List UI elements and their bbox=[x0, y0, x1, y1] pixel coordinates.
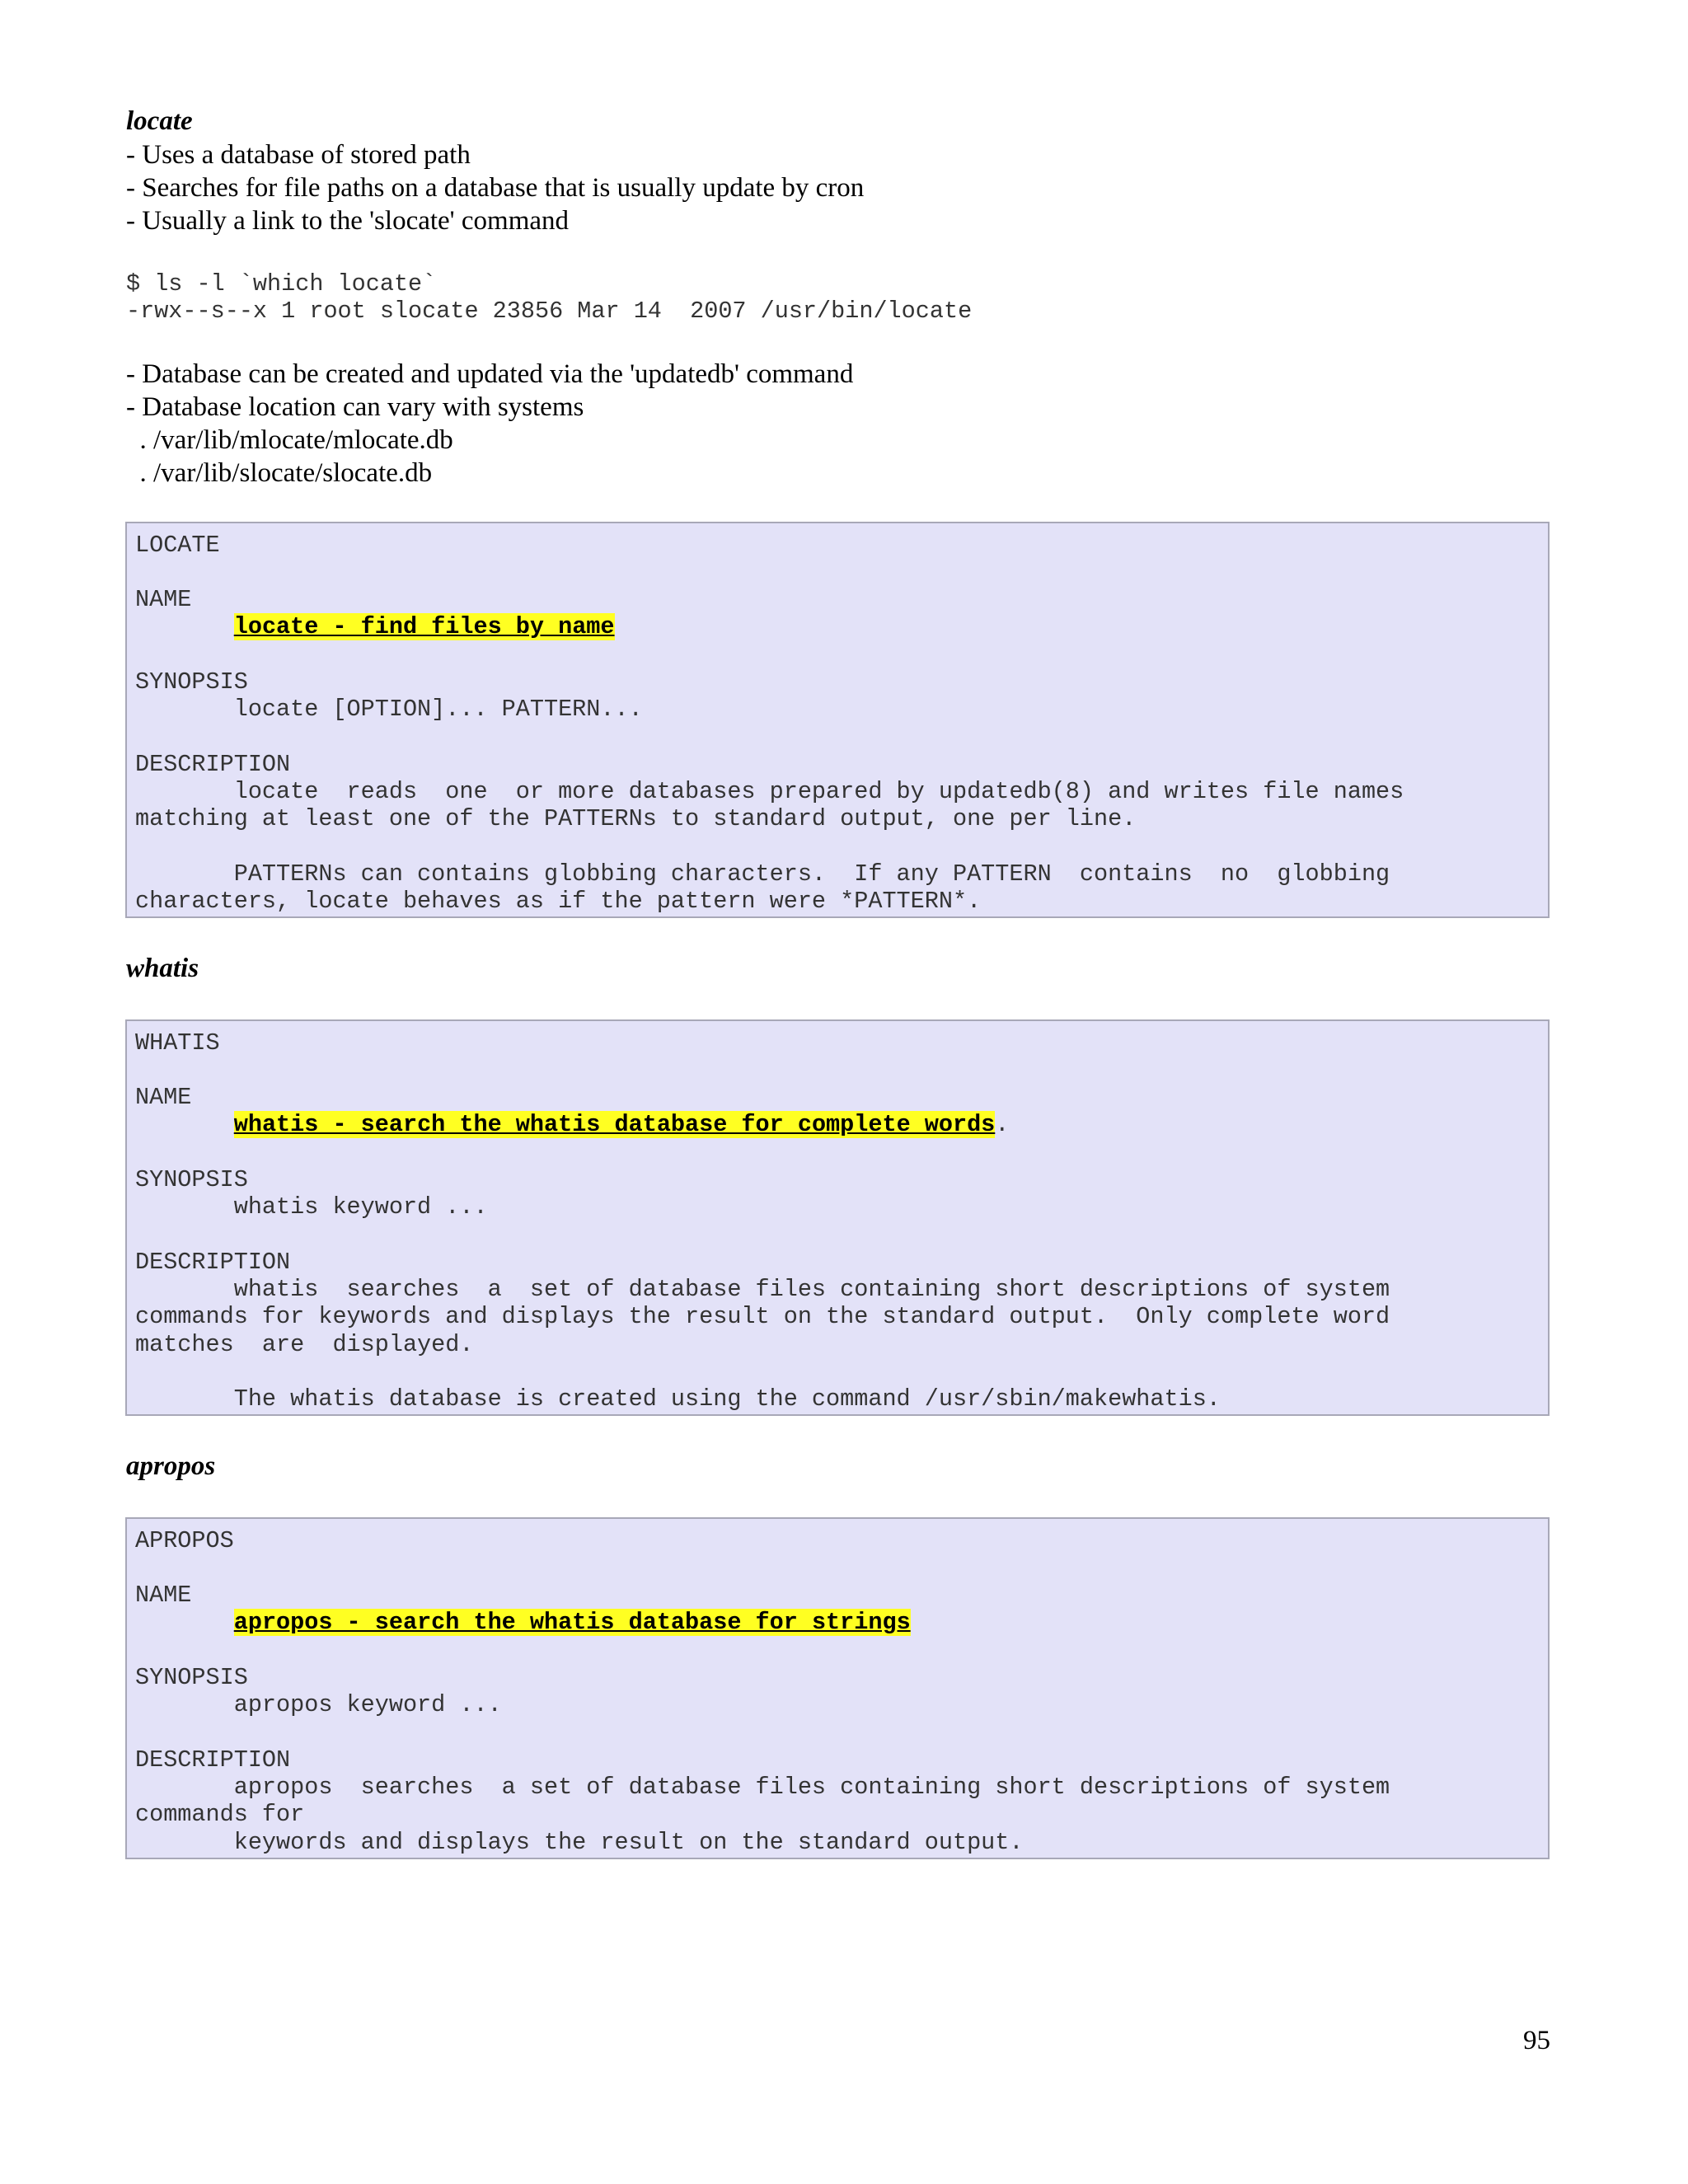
man-synopsis-label: SYNOPSIS bbox=[135, 1664, 248, 1691]
man-description-line: commands for bbox=[135, 1801, 305, 1828]
man-description-label: DESCRIPTION bbox=[135, 751, 291, 778]
man-name-label: NAME bbox=[135, 1084, 192, 1111]
man-name-line bbox=[135, 613, 615, 640]
man-synopsis-text: locate [OPTION]... PATTERN... bbox=[135, 696, 643, 723]
man-synopsis-text: apropos keyword ... bbox=[135, 1691, 502, 1718]
man-description-line: keywords and displays the result on the standard output. bbox=[135, 1829, 1024, 1856]
man-name-highlight: whatis - search the whatis database for complete words bbox=[233, 1111, 996, 1138]
man-description-line: matches are displayed. bbox=[135, 1331, 474, 1358]
whatis-heading: whatis bbox=[126, 954, 199, 983]
locate-path-2: . /var/lib/slocate/slocate.db bbox=[126, 458, 433, 488]
locate-man-box bbox=[125, 522, 1550, 918]
locate-bullet-1: - Uses a database of stored path bbox=[126, 140, 471, 170]
locate-heading: locate bbox=[126, 106, 193, 136]
man-title: WHATIS bbox=[135, 1029, 220, 1057]
apropos-man-box bbox=[125, 1517, 1550, 1859]
man-description-label: DESCRIPTION bbox=[135, 1249, 291, 1276]
locate-bullet-4: - Database can be created and updated via the 'updatedb' command bbox=[126, 359, 854, 389]
man-synopsis-label: SYNOPSIS bbox=[135, 1166, 248, 1193]
man-description-line: characters, locate behaves as if the pattern were *PATTERN*. bbox=[135, 888, 982, 915]
man-name-line: whatis - search the whatis database for complete words. bbox=[233, 1111, 1010, 1138]
locate-bullet-3: - Usually a link to the 'slocate' command bbox=[126, 206, 570, 236]
man-description-line: apropos searches a set of database files containing short descriptions of system bbox=[135, 1774, 1390, 1801]
whatis-man-box bbox=[125, 1019, 1550, 1416]
locate-path-1: . /var/lib/mlocate/mlocate.db bbox=[126, 425, 453, 455]
locate-bullet-5: - Database location can vary with systems bbox=[126, 392, 584, 422]
man-name-line bbox=[135, 1609, 911, 1636]
man-description-line: The whatis database is created using the command /usr/sbin/makewhatis. bbox=[135, 1385, 1221, 1413]
man-name-label: NAME bbox=[135, 586, 192, 613]
man-description-line: locate reads one or more databases prepared by updatedb(8) and writes file names bbox=[135, 778, 1404, 805]
man-description-line: commands for keywords and displays the result on the standard output. Only complete word bbox=[135, 1303, 1390, 1330]
man-title: LOCATE bbox=[135, 532, 220, 559]
man-description-label: DESCRIPTION bbox=[135, 1746, 291, 1774]
apropos-heading: apropos bbox=[126, 1451, 216, 1481]
man-name-label: NAME bbox=[135, 1582, 192, 1609]
locate-bullet-2: - Searches for file paths on a database that is usually update by cron bbox=[126, 173, 865, 203]
man-name-highlight: locate - find files by name bbox=[233, 613, 615, 640]
man-name-highlight: apropos - search the whatis database for strings bbox=[233, 1609, 911, 1636]
man-title: APROPOS bbox=[135, 1527, 234, 1554]
man-synopsis-label: SYNOPSIS bbox=[135, 668, 248, 696]
code-line-1: $ ls -l `which locate` bbox=[126, 270, 437, 298]
man-description-line: matching at least one of the PATTERNs to standard output, one per line. bbox=[135, 805, 1137, 832]
code-line-2: -rwx--s--x 1 root slocate 23856 Mar 14 2007 /usr/bin/locate bbox=[126, 298, 973, 325]
man-description-line: whatis searches a set of database files containing short descriptions of system bbox=[135, 1276, 1390, 1303]
man-description-line: PATTERNs can contains globbing characters. If any PATTERN contains no globbing bbox=[135, 860, 1390, 888]
man-synopsis-text: whatis keyword ... bbox=[135, 1193, 488, 1221]
page-number: 95 bbox=[1523, 2026, 1550, 2055]
